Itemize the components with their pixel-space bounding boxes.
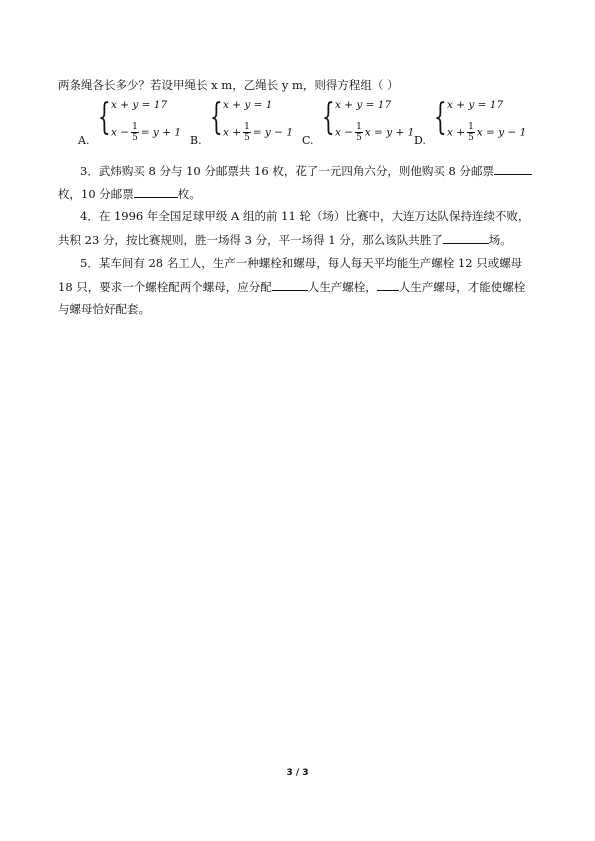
brace-icon: {	[434, 97, 447, 138]
question-5-line-3: 与螺母恰好配套。	[58, 302, 150, 316]
option-a-equation-1: x + y = 17	[111, 99, 168, 111]
answer-blank[interactable]	[494, 163, 532, 175]
question-2-stem: 两条绳各长多少？若设甲绳长 x m，乙绳长 y m，则得方程组（ ）	[58, 78, 399, 92]
option-b-equation-1: x + y = 1	[223, 99, 273, 111]
answer-blank[interactable]	[134, 186, 178, 198]
answer-blank[interactable]	[272, 279, 308, 291]
brace-icon: {	[322, 97, 335, 138]
question-2-options	[58, 96, 538, 146]
question-4-line-2: 共积 23 分，按比赛规则，胜一场得 3 分，平一场得 1 分，那么该队共胜了 场。	[58, 233, 512, 247]
question-5-line-2: 18 只，要求一个螺栓配两个螺母，应分配 人生产螺栓， 人生产螺母，才能使螺栓	[58, 280, 526, 294]
question-3-line-2: 枚，10 分邮票 枚。	[58, 187, 201, 201]
question-3-line-1: 3．武炜购买 8 分与 10 分邮票共 16 枚，花了一元四角六分，则他购买 8 分邮票	[80, 163, 532, 178]
option-d-equation-1: x + y = 17	[447, 99, 504, 111]
option-a-letter: A.	[78, 134, 90, 147]
answer-blank[interactable]	[377, 279, 399, 291]
answer-blank[interactable]	[443, 232, 489, 244]
option-c-letter: C.	[302, 134, 314, 147]
brace-icon: {	[98, 97, 111, 138]
question-4-line-1: 4．在 1996 年全国足球甲级 A 组的前 11 轮（场）比赛中，大连万达队保持连续不败，	[80, 209, 530, 223]
brace-icon: {	[210, 97, 223, 138]
option-b-letter: B.	[190, 134, 202, 147]
page-number: 3 / 3	[286, 768, 309, 778]
option-d-letter: D.	[414, 134, 426, 147]
option-a-equation-2: x − $\frac{1}{5}$ = y + 1	[111, 122, 182, 143]
option-c-equation-2: x − $\frac{1}{5}$ x = y + 1	[335, 122, 415, 143]
question-5-line-1: 5．某车间有 28 名工人，生产一种螺栓和螺母，每人每天平均能生产螺栓 12 只或螺母	[80, 256, 523, 270]
option-b-equation-2: x + $\frac{1}{5}$ = y − 1	[223, 122, 294, 143]
option-d-equation-2: x + $\frac{1}{5}$ x = y − 1	[447, 122, 527, 143]
option-c-equation-1: x + y = 17	[335, 99, 392, 111]
